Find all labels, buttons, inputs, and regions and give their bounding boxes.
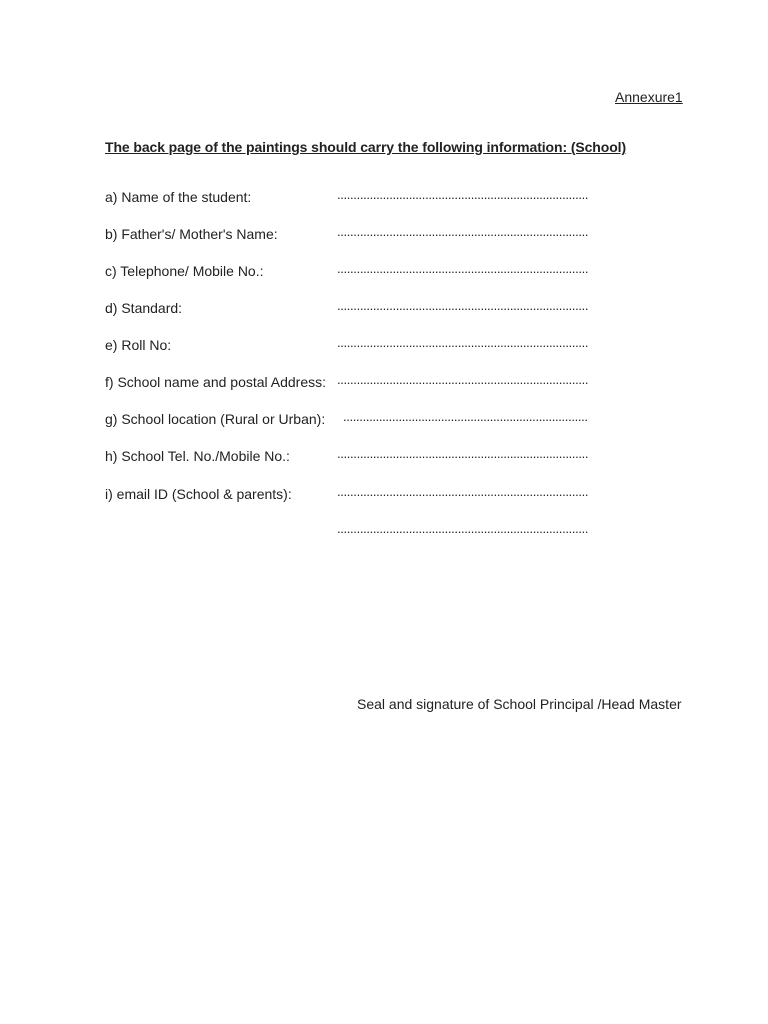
field-label: c) Telephone/ Mobile No.: [105, 263, 264, 279]
field-school-address [105, 374, 705, 394]
fill-in-dots: ............................................................................. [337, 372, 589, 387]
fill-in-dots: ............................................................................. [337, 224, 589, 239]
field-label: i) email ID (School & parents): [105, 486, 292, 502]
field-school-phone [105, 448, 705, 468]
signature-caption: Seal and signature of School Principal /Head Master [357, 696, 682, 712]
fill-in-dots: ............................................................................. [337, 298, 589, 313]
field-label: f) School name and postal Address: [105, 374, 327, 390]
field-label: e) Roll No: [105, 337, 172, 353]
field-email-continued [105, 523, 705, 543]
field-label: d) Standard: [105, 300, 183, 316]
field-school-location [105, 411, 705, 431]
field-label: g) School location (Rural or Urban): [105, 411, 326, 427]
field-label: h) School Tel. No./Mobile No.: [105, 448, 290, 464]
field-student-name [105, 189, 705, 209]
field-parent-name [105, 226, 705, 246]
field-telephone [105, 263, 705, 283]
fill-in-dots: ............................................................................. [337, 484, 589, 499]
field-roll-no [105, 337, 705, 357]
field-label: b) Father's/ Mother's Name: [105, 226, 278, 242]
field-standard [105, 300, 705, 320]
fill-in-dots: ............................................................................. [337, 521, 589, 536]
fill-in-dots: ............................................................................. [337, 335, 589, 350]
fill-in-dots: ............................................................................. [337, 261, 589, 276]
fill-in-dots: ........................................................................... [343, 409, 588, 424]
form-heading: The back page of the paintings should carry the following information: (School) [105, 139, 627, 155]
annexure-label: Annexure1 [615, 89, 683, 105]
fill-in-dots: ............................................................................. [337, 446, 589, 461]
fill-in-dots: ............................................................................. [337, 187, 589, 202]
field-label: a) Name of the student: [105, 189, 252, 205]
field-email [105, 486, 705, 506]
